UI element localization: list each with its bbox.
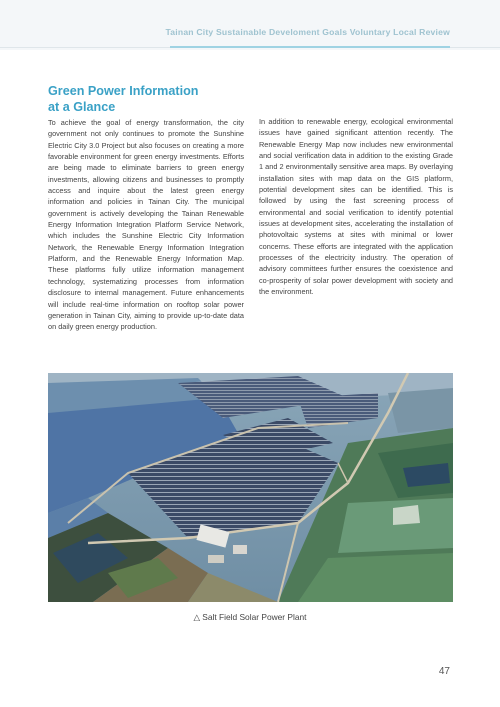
left-column-paragraph: To achieve the goal of energy transformation, the city government not only continues to promote the Sunshine Electric City 3.0 Project but also focuses on creating a more favorable environment for green energy investments. Efforts are being made to eliminate barriers to green energy investments, allowing citizens and businesses to promptly access and inquire about the latest green energy information and policies in Tainan City. The municipal government is actively developing the Tainan Renewable Energy Information Integration Platform Service Network, which includes the Sunshine Electric City Information Network, the Renewable Energy Information Integration Platform, and the Renewable Energy Information Map. These platforms fully utilize information management technology, systematizing processes from information disclosure to internal management. Future enhancements will include real-time information on rooftop solar power generation in Tainan City, aiming to provide up-to-date data on daily green energy production.	[48, 118, 244, 332]
figure-caption: △ Salt Field Solar Power Plant	[193, 612, 307, 622]
header-accent-rule	[170, 46, 450, 48]
section-heading-line2: at a Glance	[48, 99, 116, 114]
right-column-paragraph: In addition to renewable energy, ecological environmental issues have gained significant attention recently. The Renewable Energy Map now includes new environmental and social verification data in addition to the existing Grade 1 and 2 environmentally sensitive area maps. By overlaying installation sites with map data on the GIS platform, potential development sites can be identified. This is followed by using the fast screening process of environmental and social verification to identify potential issues at development sites, accelerating the installation of photovoltaic systems at sites with minimal or lower concerns. These efforts are integrated with the application processes of the electricity industry. The operation of advisory committees further ensures the coexistence and co-prosperity of solar power development with society and the environment.	[259, 117, 453, 297]
section-heading	[48, 84, 198, 115]
running-header-title: Tainan City Sustainable Develoment Goals Voluntary Local Review	[165, 27, 450, 37]
solar-plant-aerial-photo	[48, 373, 453, 602]
section-heading-line1: Green Power Information	[48, 84, 199, 98]
page-number: 47	[438, 666, 450, 677]
header-band	[0, 0, 500, 50]
